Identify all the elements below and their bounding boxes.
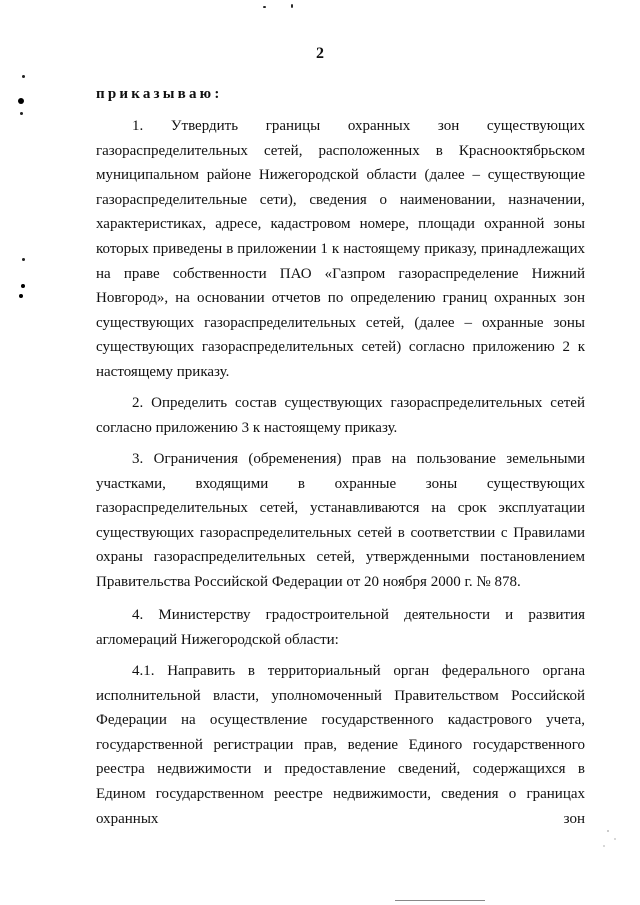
- order-heading: приказываю:: [96, 86, 223, 102]
- paragraph-3: [96, 447, 585, 595]
- paragraph-4-text: 4. Министерству градостроительной деятельности и развития агломераций Нижегородской области:: [96, 607, 585, 648]
- scan-speck: [263, 6, 266, 8]
- scan-speck: [607, 830, 609, 832]
- scan-speck: [603, 845, 605, 847]
- scan-speck: [20, 112, 23, 115]
- scan-speck: [19, 294, 23, 298]
- scan-speck: [22, 75, 25, 78]
- paragraph-5-text: 4.1. Направить в территориальный орган федерального органа исполнительной власти, уполномоченный Правительством Российской Федерации на осуществление государственного кадастрового учета, государственной регистрации прав, ведение Единого государственного реестра недвижимости и предоставление сведений, содержащихся в Едином государственном реестре недвижимости, сведения о границах охранных зон: [96, 663, 585, 827]
- scan-speck: [21, 284, 25, 288]
- paragraph-3-text: 3. Ограничения (обременения) прав на пользование земельными участками, входящими в охранные зоны существующих газораспределительных сетей, устанавливаются на срок эксплуатации существующих газораспределительных сетей в соответствии с Правилами охраны газораспределительных сетей, утвержденными постановлением Правительства Российской Федерации от 20 ноября 2000 г. № 878.: [96, 451, 585, 590]
- scan-speck: [291, 4, 293, 8]
- scan-scratch: [395, 900, 485, 901]
- paragraph-2-text: 2. Определить состав существующих газораспределительных сетей согласно приложению 3 к настоящему приказу.: [96, 395, 585, 436]
- scan-speck: [22, 258, 25, 261]
- scan-speck: [18, 98, 24, 104]
- paragraph-1: [96, 114, 585, 385]
- paragraph-1-text: 1. Утвердить границы охранных зон существующих газораспределительных сетей, расположенных в Краснооктябрьском муниципальном районе Нижегородской области (далее – существующие газораспределительные сети), сведения о наименовании, назначении, характеристиках, адресе, кадастровом номере, площади охранной зоны которых приведены в приложении 1 к настоящему приказу, принадлежащих на праве собственности ПАО «Газпром газораспределение Нижний Новгород», на основании отчетов по определению границ охранных зон существующих газораспределительных сетей, (далее – охранные зоны существующих газораспределительных сетей) согласно приложению 2 к настоящему приказу.: [96, 118, 585, 380]
- scan-speck: [614, 838, 616, 840]
- page-number: 2: [316, 45, 324, 62]
- paragraph-4: [96, 603, 585, 652]
- paragraph-5: [96, 659, 585, 831]
- paragraph-2: [96, 391, 585, 440]
